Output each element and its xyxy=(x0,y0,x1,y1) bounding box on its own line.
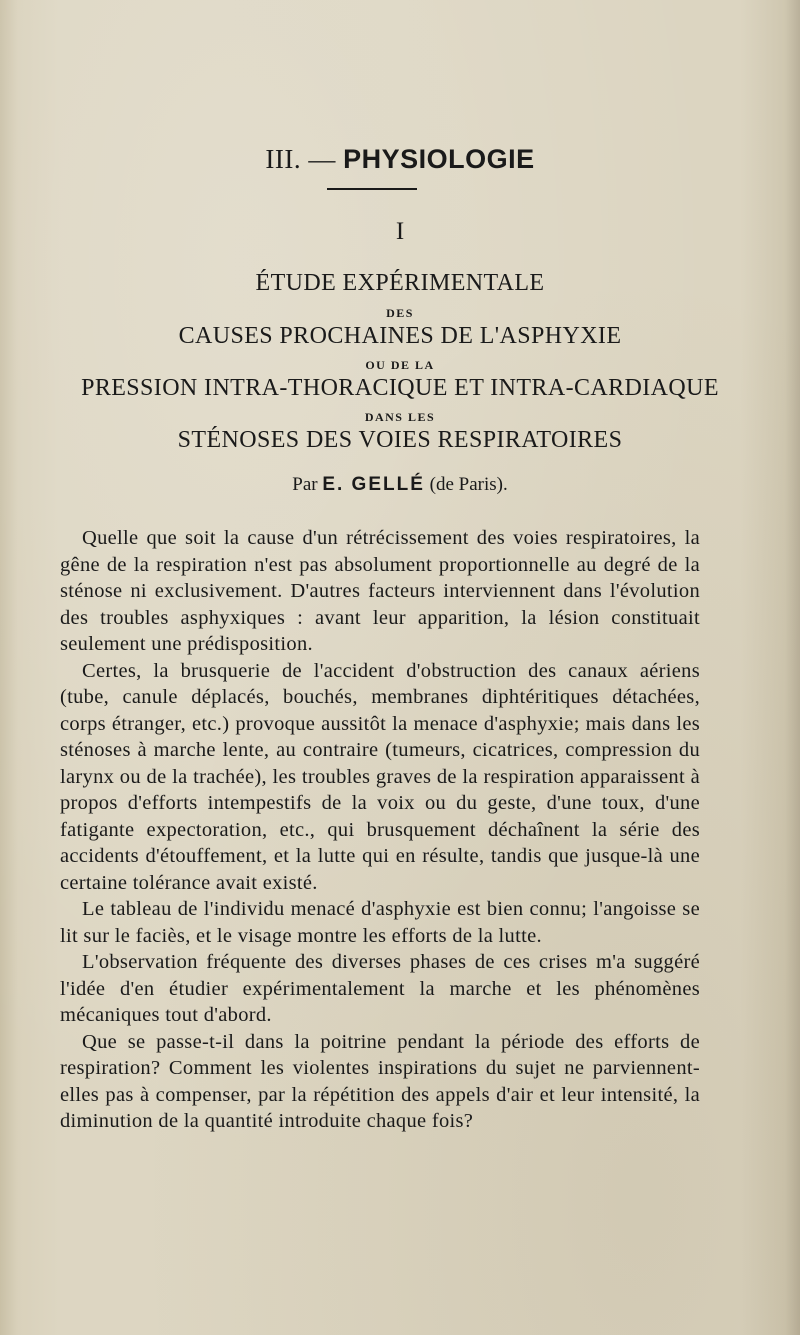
body-text xyxy=(60,525,700,1135)
heading-rule xyxy=(327,188,417,190)
author-name: E. GELLÉ xyxy=(322,474,425,495)
byline-suffix: (de Paris). xyxy=(429,474,508,495)
article-number: I xyxy=(395,218,405,245)
byline-prefix: Par xyxy=(292,474,318,495)
paragraph: L'observation fréquente des diverses phases de ces crises m'a suggéré l'idée d'en étudier expérimentalement la marche et les phénomènes mécaniques tout d'abord. xyxy=(60,951,700,1026)
title-line-3: CAUSES PROCHAINES DE L'ASPHYXIE xyxy=(178,323,622,349)
section-heading xyxy=(0,144,800,175)
section-dash: — xyxy=(308,144,336,174)
title-line-6: DANS LES xyxy=(364,410,436,424)
paragraph: Quelle que soit la cause d'un rétrécissement des voies respiratoires, la gêne de la respiration n'est pas absolument proportionnelle au degré de la sténose ni exclusivement. D'autres facteurs interviennent dans l'évolution des troubles asphyxiques : avant leur apparition, la lésion constituait seulement une prédisposition. xyxy=(60,527,700,655)
section-number: III. xyxy=(265,144,302,174)
paragraph: Certes, la brusquerie de l'accident d'obstruction des canaux aériens (tube, canule déplacés, bouchés, membranes diphtéritiques détachées, corps étranger, etc.) provoque aussitôt la menace d'asphyxie; mais dans les sténoses à marche lente, au contraire (tumeurs, cicatrices, compression du larynx ou de la trachée), les troubles graves de la respiration apparaissent à propos d'efforts intempestifs de la voix ou du geste, d'une toux, d'une fatigante expectoration, etc., qui brusquement déchaînent la série des accidents d'étouffement, et la lutte qui en résulte, tandis que jusque-là une certaine tolérance avait existé. xyxy=(60,659,700,894)
title-line-2: DES xyxy=(386,306,414,320)
section-title: PHYSIOLOGIE xyxy=(343,144,535,174)
byline xyxy=(0,474,800,496)
paragraph: Que se passe-t-il dans la poitrine pendant la période des efforts de respiration? Comment les violentes inspirations du sujet ne parviennent-elles pas à compenser, par la répétition des appels d'air et leur intensité, la diminution de la quantité introduite chaque fois? xyxy=(60,1030,700,1132)
title-line-5: PRESSION INTRA-THORACIQUE ET INTRA-CARDIAQUE xyxy=(81,375,719,401)
title-line-4: OU DE LA xyxy=(365,358,435,372)
paragraph: Le tableau de l'individu menacé d'asphyxie est bien connu; l'angoisse se lit sur le faciès, et le visage montre les efforts de la lutte. xyxy=(60,898,700,947)
title-line-7: STÉNOSES DES VOIES RESPIRATOIRES xyxy=(177,427,623,453)
title-line-1: ÉTUDE EXPÉRIMENTALE xyxy=(255,270,545,296)
